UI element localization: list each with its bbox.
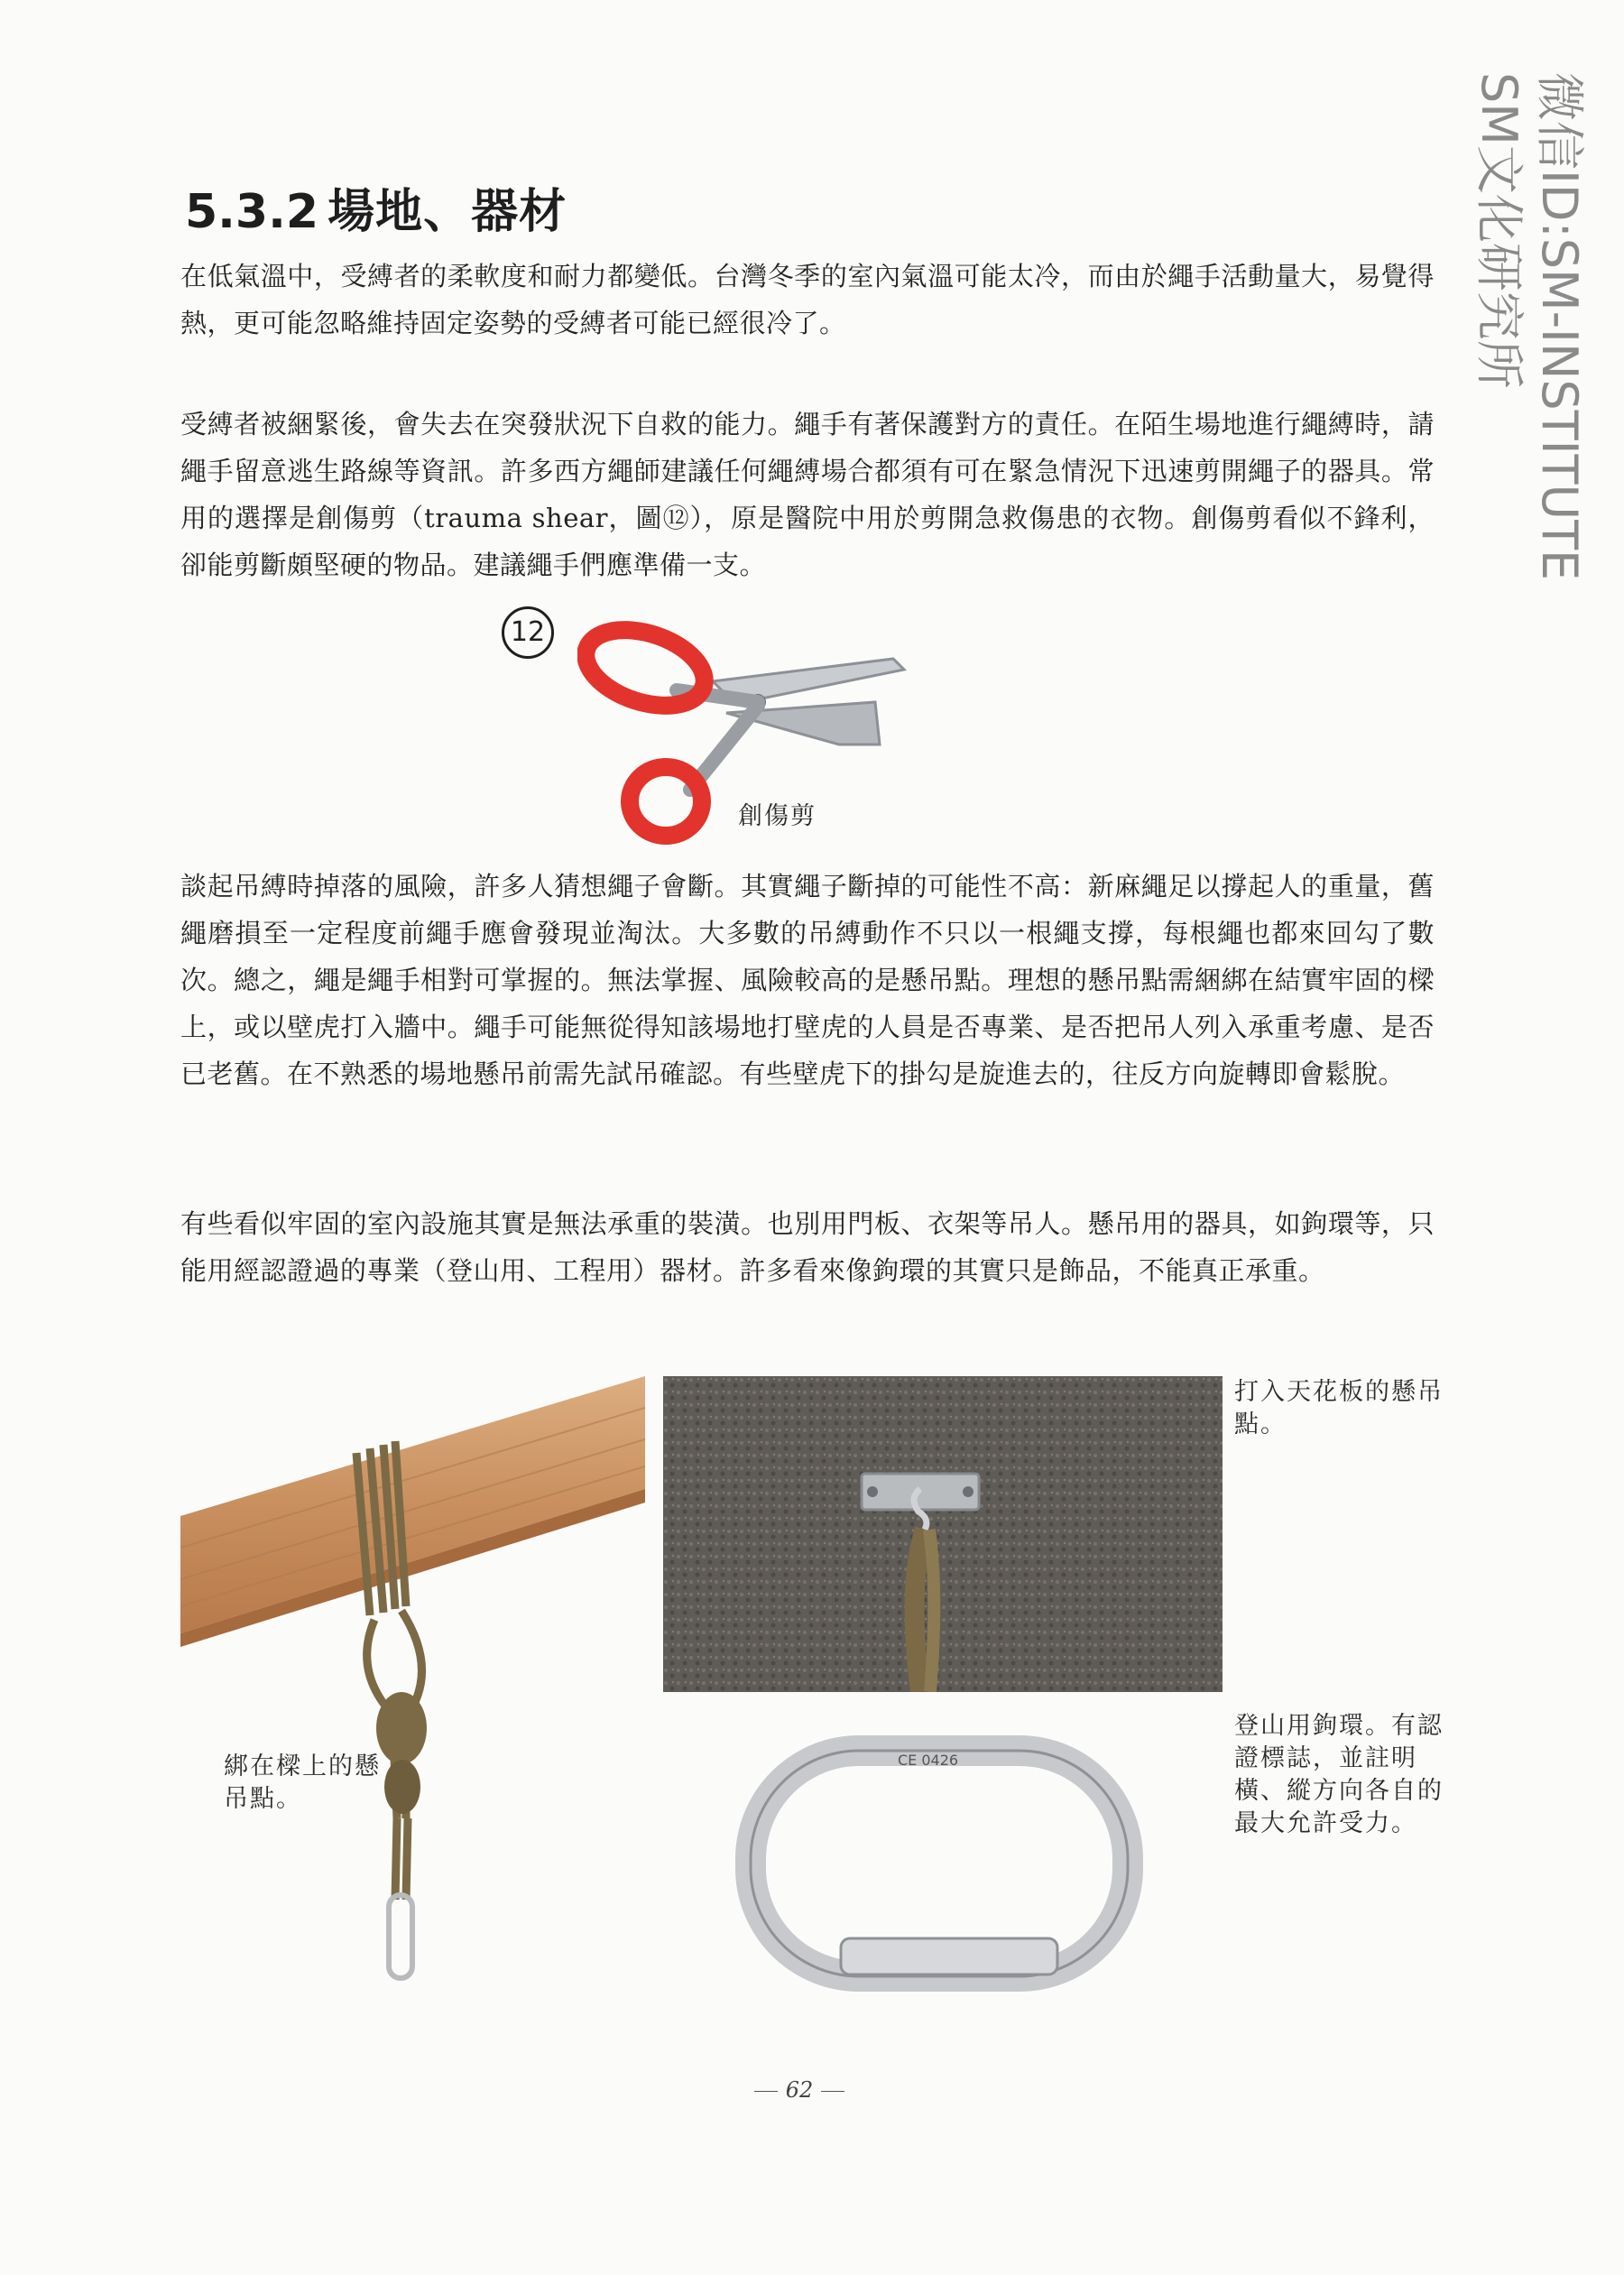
section-heading <box>185 173 567 241</box>
ceiling-anchor-photo <box>663 1376 1223 1692</box>
beam-suspension-photo <box>180 1376 645 1990</box>
paragraph-safety-shears: 受縛者被綑緊後，會失去在突發狀況下自救的能力。繩手有著保護對方的責任。在陌生場地進行繩縛時，請繩手留意逃生路線等資訊。許多西方繩師建議任何繩縛場合都須有可在緊急情況下迅速剪開繩子的器具。常用的選擇是創傷剪（trauma shear，圖⑫），原是醫院中用於剪開急救傷患的衣物。創傷剪看似不鋒利，卻能剪斷頗堅硬的物品。建議繩手們應準備一支。 <box>180 409 1435 580</box>
watermark-line1: 微信ID:SM-INSTITUTE <box>1531 72 1588 581</box>
watermark-line2: SM文化研究所 <box>1471 72 1527 389</box>
paragraph-equipment: 有些看似牢固的室內設施其實是無法承重的裝潢。也別用門板、衣架等吊人。懸吊用的器具，如鉤環等，只能用經認證過的專業（登山用、工程用）器材。許多看來像鉤環的其實只是飾品，不能真正承重。 <box>180 1208 1435 1286</box>
paragraph-temperature: 在低氣溫中，受縛者的柔軟度和耐力都變低。台灣冬季的室內氣溫可能太冷，而由於繩手活動量大，易覺得熱，更可能忽略維持固定姿勢的受縛者可能已經很冷了。 <box>180 261 1435 338</box>
carabiner-marking: CE 0426 <box>898 1752 959 1769</box>
carabiner-photo <box>731 1733 1146 1994</box>
page-number: 62 <box>754 2077 844 2103</box>
ceiling-caption: 打入天花板的懸吊點。 <box>1234 1378 1444 1438</box>
carabiner-caption: 登山用鉤環。有認證標誌，並註明橫、縱方向各自的最大允許受力。 <box>1234 1712 1444 1837</box>
figure-number-badge: 12 <box>502 606 554 659</box>
paragraph-suspension-risk: 談起吊縛時掉落的風險，許多人猜想繩子會斷。其實繩子斷掉的可能性不高：新麻繩足以撐起人的重量，舊繩磨損至一定程度前繩手應會發現並淘汰。大多數的吊縛動作不只以一根繩支撐，每根繩也都來回勾了數次。總之，繩是繩手相對可掌握的。無法掌握、風險較高的是懸吊點。理想的懸吊點需綑綁在結實牢固的樑上，或以壁虎打入牆中。繩手可能無從得知該場地打壁虎的人員是否專業、是否把吊人列入承重考慮、是否已老舊。在不熟悉的場地懸吊前需先試吊確認。有些壁虎下的掛勾是旋進去的，往反方向旋轉即會鬆脫。 <box>180 871 1435 1089</box>
beam-caption: 綁在樑上的懸吊點。 <box>224 1752 381 1813</box>
scissors-caption: 創傷剪 <box>738 802 817 830</box>
section-number: 5.3.2 <box>185 185 319 239</box>
section-title: 場地、器材 <box>328 185 567 239</box>
watermark <box>1448 63 1601 605</box>
